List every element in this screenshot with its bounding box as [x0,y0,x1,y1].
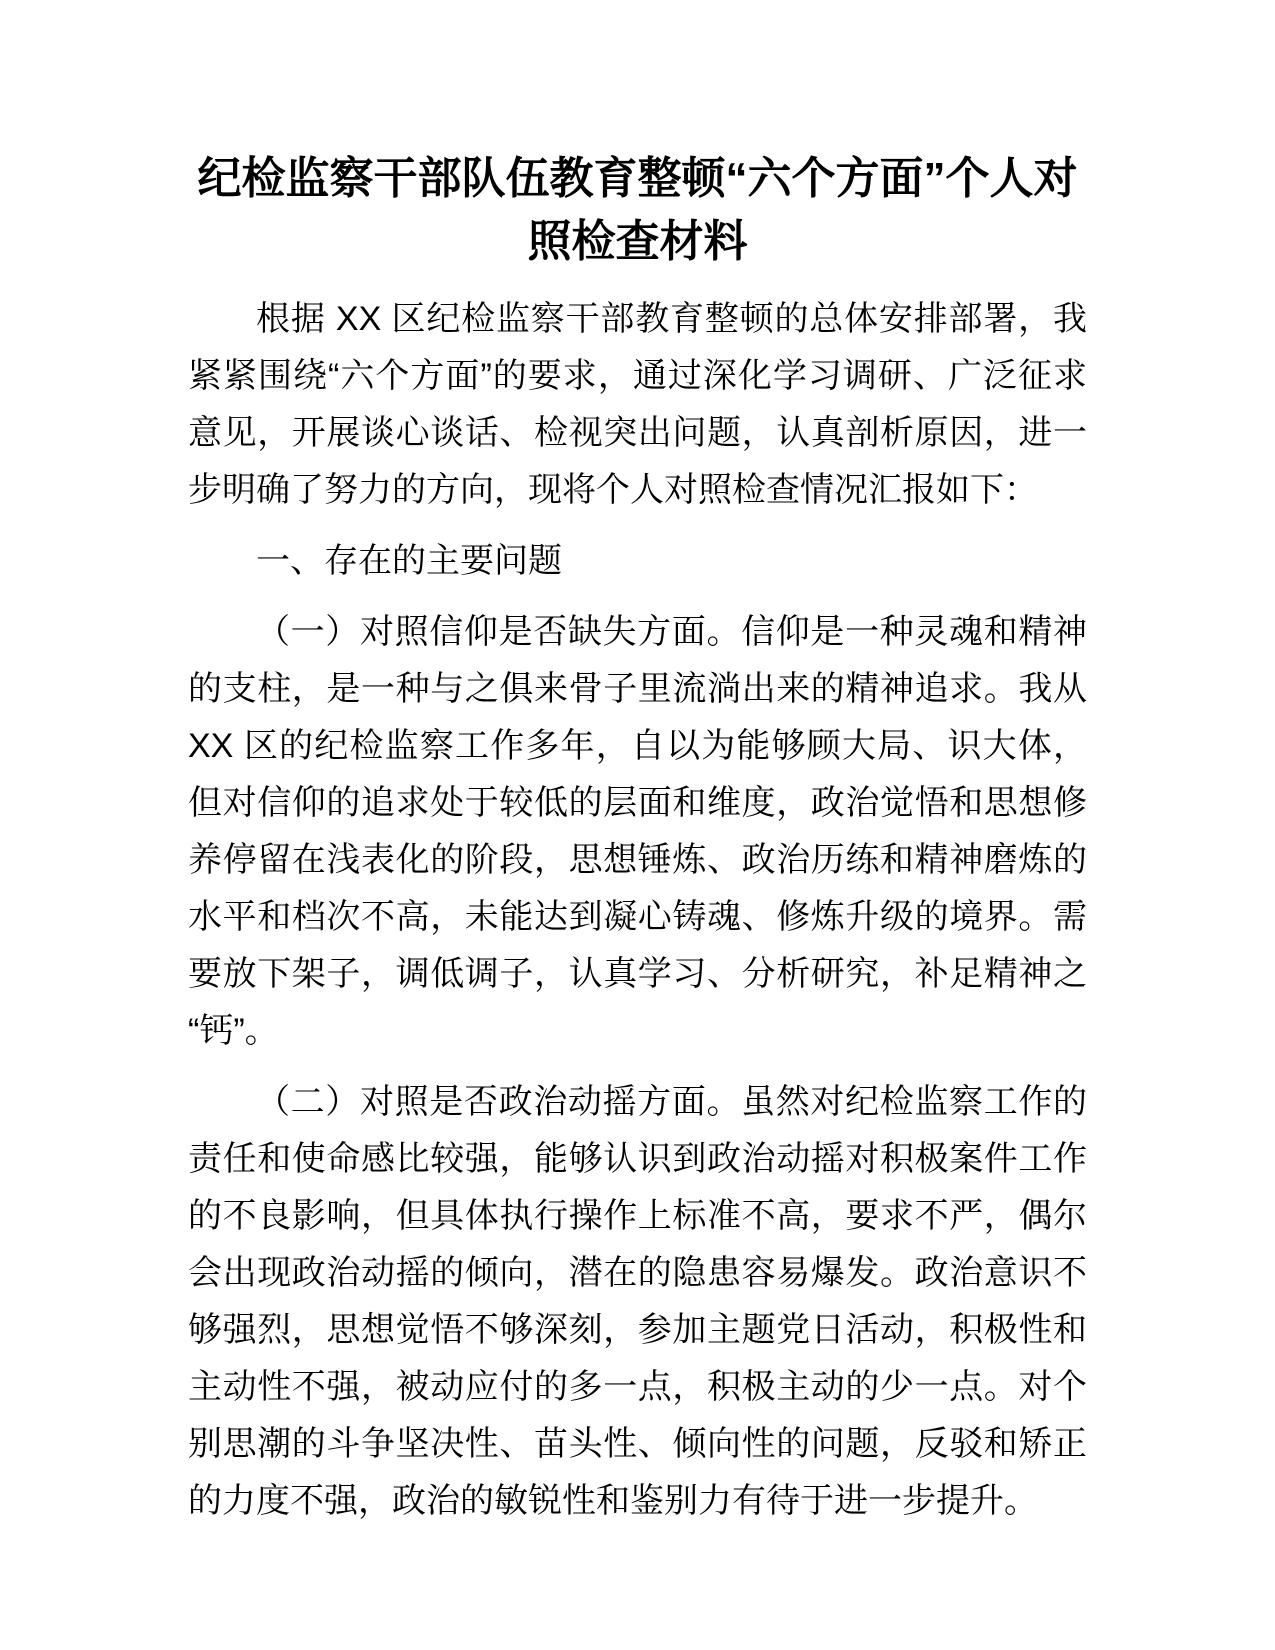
paragraph-intro: 根据 XX 区纪检监察干部教育整顿的总体安排部署，我紧紧围绕“六个方面”的要求，通过深化学习调研、广泛征求意见，开展谈心谈话、检视突出问题，认真剖析原因，进一步明确了努力的方向，现将个人对照检查情况汇报如下： [188,300,1087,509]
paragraph-point-2-political-wavering: （二）对照是否政治动摇方面。虽然对纪检监察工作的责任和使命感比较强，能够认识到政治动摇对积极案件工作的不良影响，但具体执行操作上标准不高，要求不严，偶尔会出现政治动摇的倾向，潜在的隐患容易爆发。政治意识不够强烈，思想觉悟不够深刻，参加主题党日活动，积极性和主动性不强，被动应付的多一点，积极主动的少一点。对个别思潮的斗争坚决性、苗头性、倾向性的问题，反驳和矫正的力度不强，政治的敏锐性和鉴别力有待于进一步提升。 [188,1083,1087,1520]
paragraph-point-1-belief: （一）对照信仰是否缺失方面。信仰是一种灵魂和精神的支柱，是一种与之俱来骨子里流淌出来的精神追求。我从 XX 区的纪检监察工作多年，自以为能够顾大局、识大体，但对信仰的追求处于较低的层面和维度，政治觉悟和思想修养停留在浅表化的阶段，思想锤炼、政治历练和精神磨炼的水平和档次不高，未能达到凝心铸魂、修炼升级的境界。需要放下架子，调低调子，认真学习、分析研究，补足精神之“钙”。 [188,613,1087,1050]
document-body [188,291,1087,1530]
section-heading-main-problems: 一、存在的主要问题 [256,542,562,580]
document-title: 纪检监察干部队伍教育整顿“六个方面”个人对照检查材料 [197,154,1078,266]
